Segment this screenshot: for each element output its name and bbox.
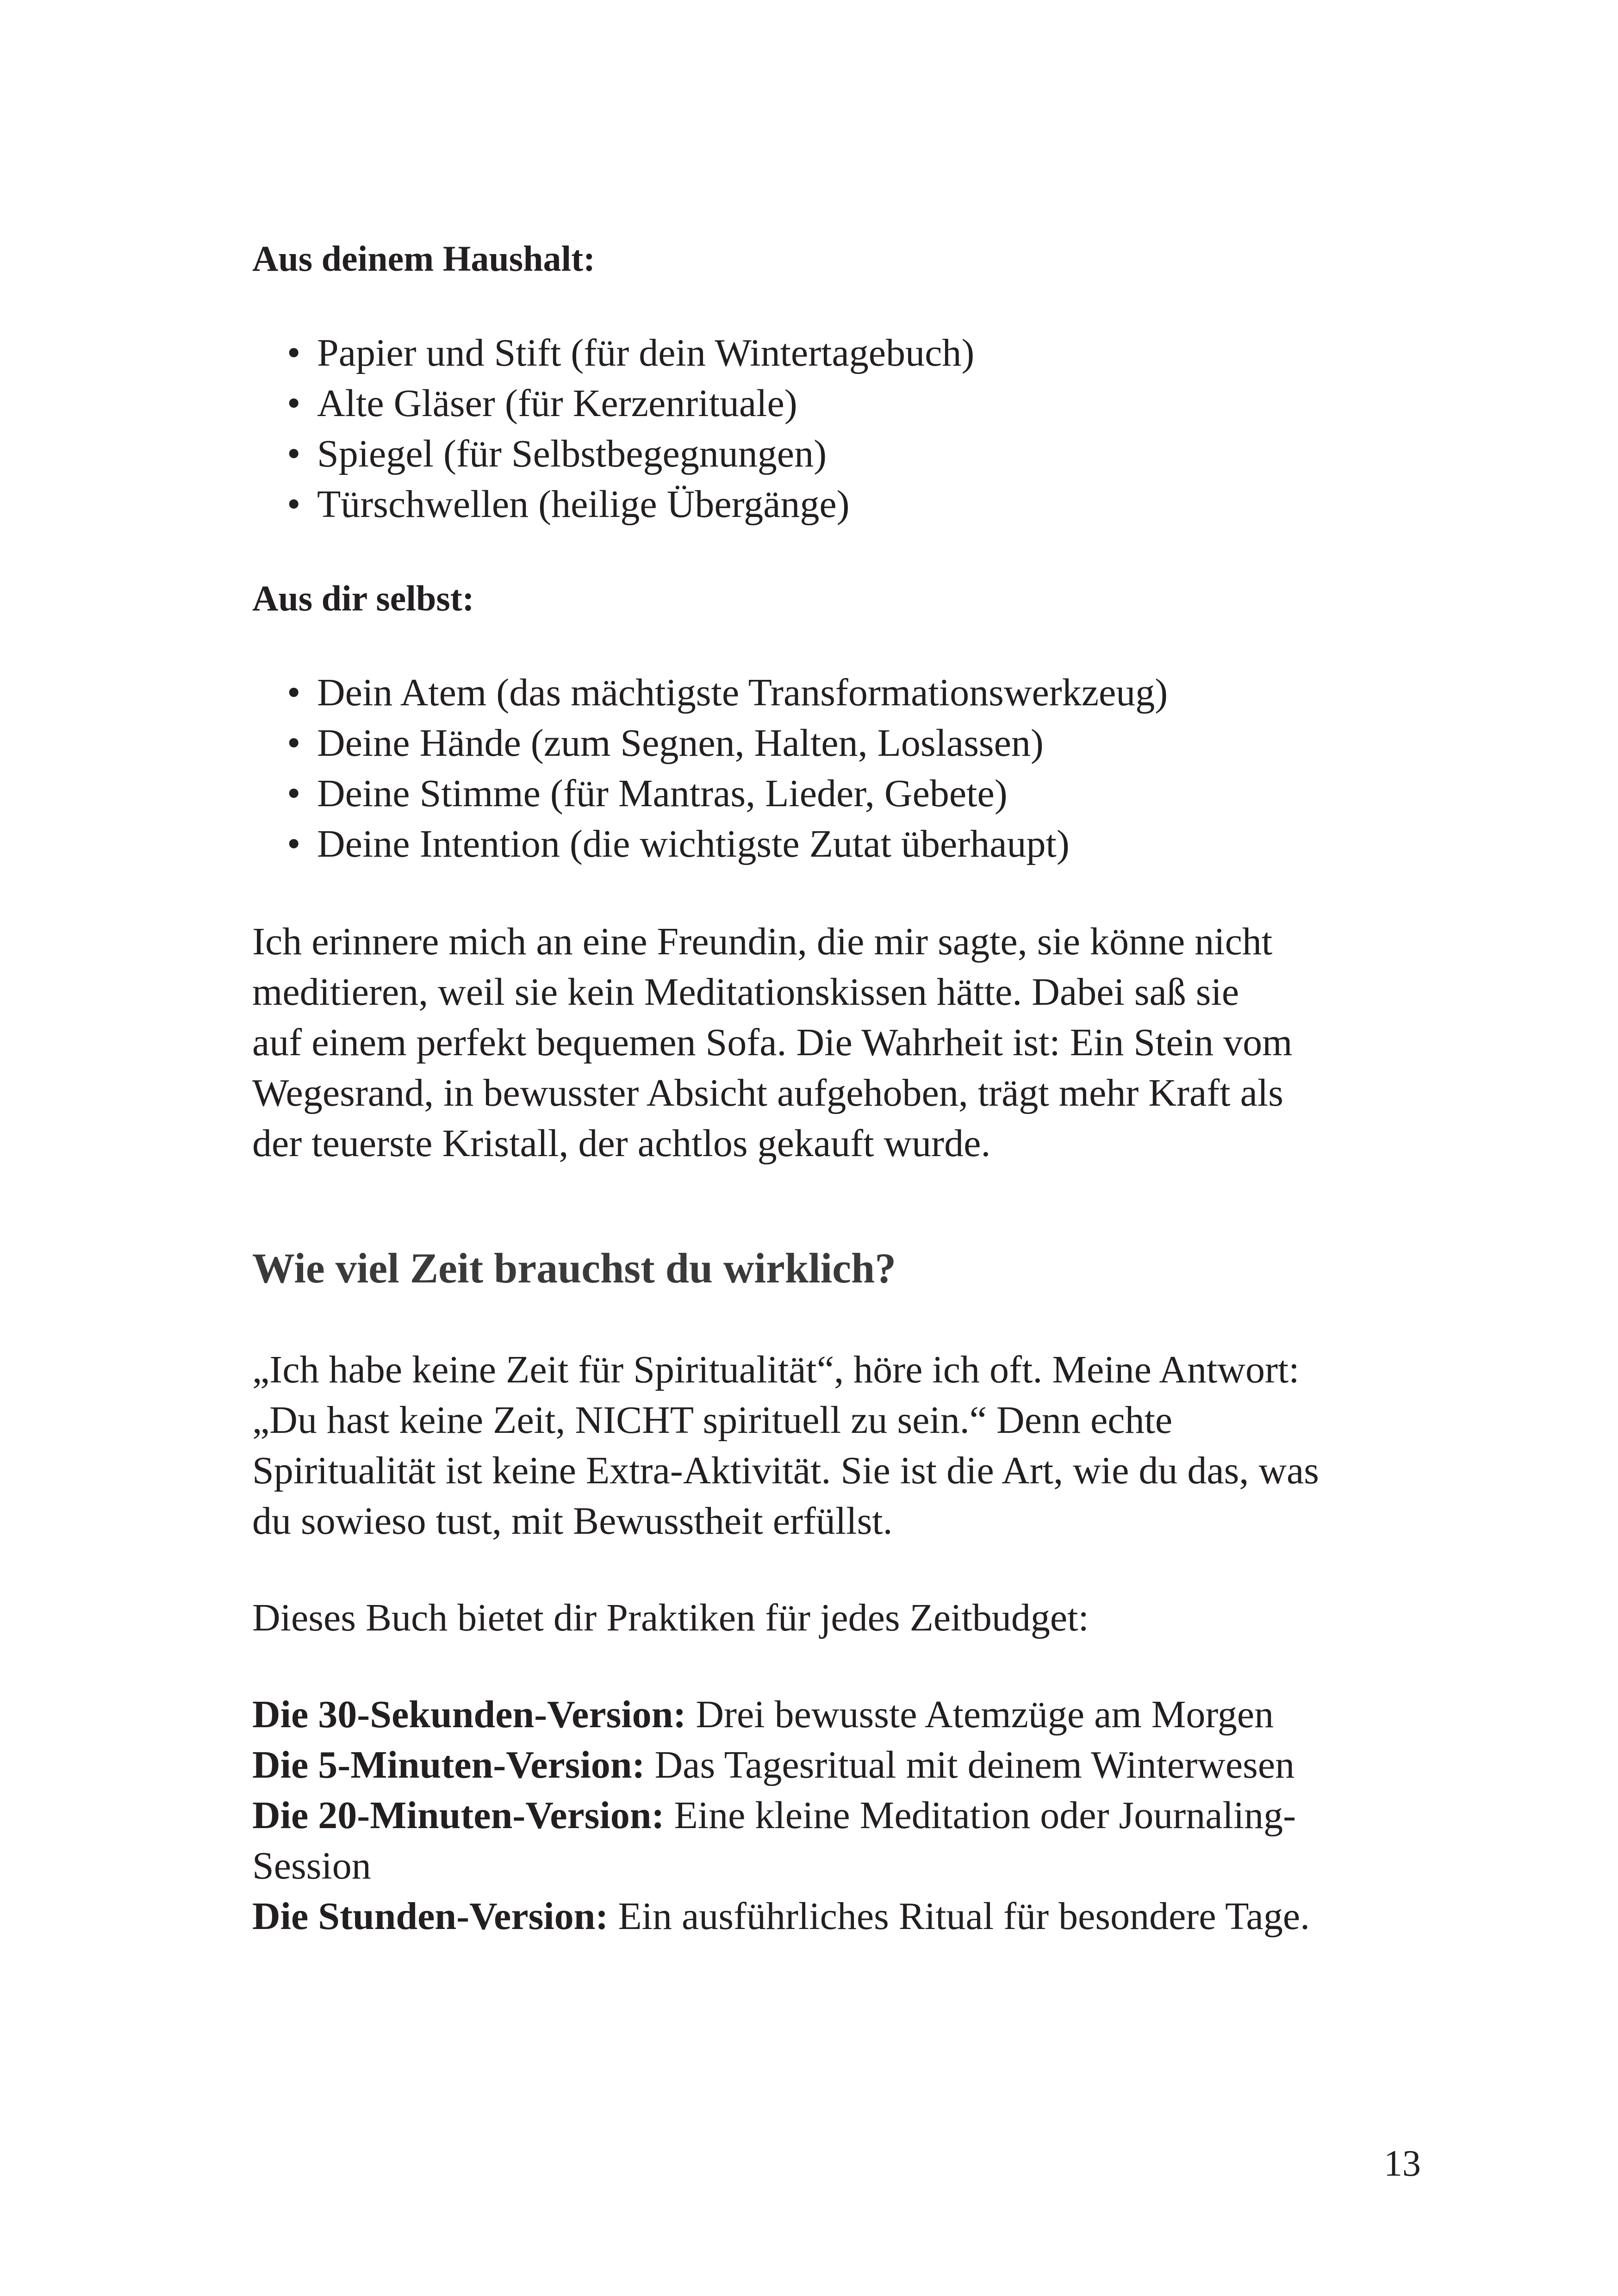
version-item	[252, 1740, 1419, 1790]
version-label: Die 20-Minuten-Version:	[252, 1794, 665, 1837]
bullet-icon: •	[287, 722, 301, 765]
self-heading: Aus dir selbst:	[252, 578, 474, 618]
list-item: • Deine Hände (zum Segnen, Halten, Loslassen)	[252, 718, 1419, 768]
text-line: „Ich habe keine Zeit für Spiritualität“, höre ich oft. Meine Antwort:	[252, 1348, 1300, 1391]
household-list	[252, 328, 1419, 529]
version-label: Die 5-Minuten-Version:	[252, 1743, 645, 1786]
text-line: du sowieso tust, mit Bewusstheit erfüllst.	[252, 1500, 893, 1543]
bullet-icon: •	[287, 432, 301, 475]
list-item: • Deine Stimme (für Mantras, Lieder, Gebete)	[252, 768, 1419, 819]
version-text: Ein ausführliches Ritual für besondere Tage.	[608, 1895, 1310, 1938]
version-text: Drei bewusste Atemzüge am Morgen	[686, 1693, 1274, 1736]
quote-paragraph	[252, 1344, 1419, 1546]
bullet-icon: •	[287, 772, 301, 815]
version-text: Das Tagesritual mit deinem Winterwesen	[645, 1743, 1295, 1786]
versions-list	[252, 1689, 1419, 1941]
list-item: • Papier und Stift (für dein Wintertagebuch)	[252, 328, 1419, 378]
version-label: Die 30-Sekunden-Version:	[252, 1693, 686, 1736]
text-line: Wegesrand, in bewusster Absicht aufgehoben, trägt mehr Kraft als	[252, 1071, 1283, 1114]
household-heading: Aus deinem Haushalt:	[252, 238, 596, 279]
self-list	[252, 667, 1419, 869]
version-item	[252, 1689, 1419, 1740]
book-page	[252, 234, 1419, 1941]
list-item: • Türschwellen (heilige Übergänge)	[252, 479, 1419, 529]
version-item	[252, 1790, 1419, 1841]
list-item: • Spiegel (für Selbstbegegnungen)	[252, 429, 1419, 479]
bullet-icon: •	[287, 671, 301, 714]
version-label: Die Stunden-Version:	[252, 1895, 609, 1938]
text-line: meditieren, weil sie kein Meditationskissen hätte. Dabei saß sie	[252, 971, 1239, 1014]
text-line: „Du hast keine Zeit, NICHT spirituell zu sein.“ Denn echte	[252, 1399, 1173, 1442]
section-title: Wie viel Zeit brauchst du wirklich?	[252, 1244, 896, 1292]
bullet-icon: •	[287, 331, 301, 374]
text-line: auf einem perfekt bequemen Sofa. Die Wahrheit ist: Ein Stein vom	[252, 1021, 1293, 1064]
anecdote-paragraph	[252, 916, 1419, 1169]
text-line: Spiritualität ist keine Extra-Aktivität. Sie ist die Art, wie du das, was	[252, 1449, 1319, 1492]
list-item: • Alte Gläser (für Kerzenrituale)	[252, 378, 1419, 429]
bullet-icon: •	[287, 382, 301, 425]
version-text: Eine kleine Meditation oder Journaling-	[664, 1794, 1296, 1837]
version-continuation: Session	[252, 1844, 371, 1887]
list-item: • Dein Atem (das mächtigste Transformationswerkzeug)	[252, 667, 1419, 718]
text-line: der teuerste Kristall, der achtlos gekauft wurde.	[252, 1122, 991, 1165]
page-number: 13	[1384, 2143, 1421, 2184]
bullet-icon: •	[287, 483, 301, 526]
intro-paragraph: Dieses Buch bietet dir Praktiken für jedes Zeitbudget:	[252, 1596, 1089, 1639]
text-line: Ich erinnere mich an eine Freundin, die mir sagte, sie könne nicht	[252, 920, 1273, 963]
list-item: • Deine Intention (die wichtigste Zutat überhaupt)	[252, 819, 1419, 869]
version-item	[252, 1891, 1419, 1941]
bullet-icon: •	[287, 822, 301, 865]
